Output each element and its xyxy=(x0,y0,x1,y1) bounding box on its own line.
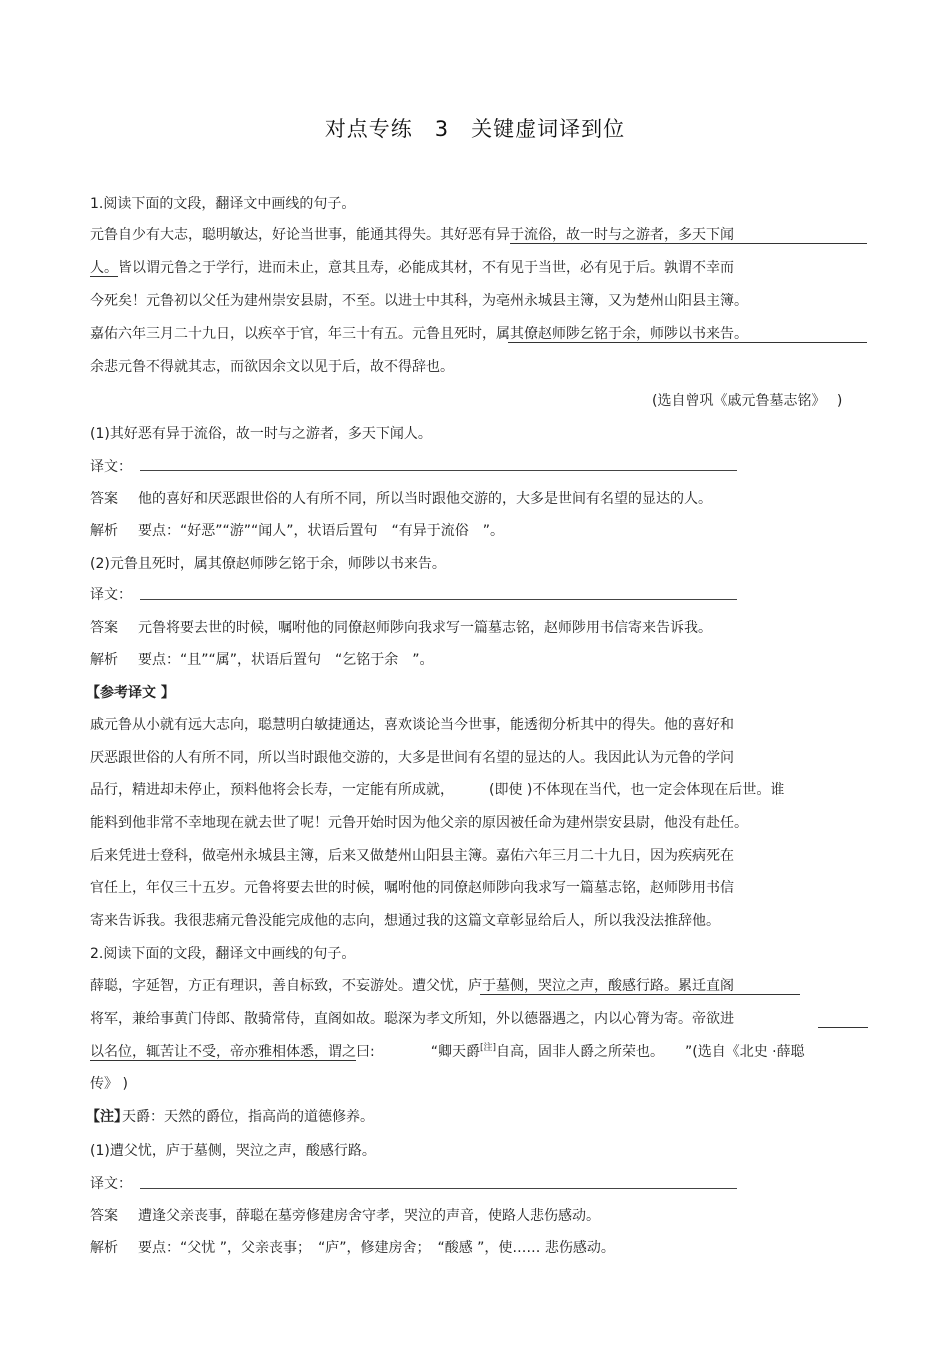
passage-1-line-5: 余悲元鲁不得就其志，而欲因余文以见于后，故不得辞也。 xyxy=(90,359,454,375)
q1-sub2-translation-blank[interactable] xyxy=(140,599,737,600)
answer-text: 遭逢父亲丧事，薛聪在墓旁修建房舍守孝，哭泣的声音，使路人悲伤感动。 xyxy=(138,1208,600,1224)
q1-sub1-question: (1)其好恶有异于流俗，故一时与之游者，多天下闻人。 xyxy=(90,426,432,442)
passage-2-line-3-tail: 自高，固非人爵之所荣也。 ”(选自《北史 ·薛聪 xyxy=(496,1044,805,1060)
passage-2-line-4: 传》 ) xyxy=(90,1076,128,1092)
q1-sub1-translation-label: 译文： xyxy=(90,459,132,475)
source-citation: (选自曾巩《戚元鲁墓志铭》 ) xyxy=(652,393,843,409)
reference-translation-label: 【参考译文 】 xyxy=(86,685,175,701)
note-row xyxy=(86,1108,374,1126)
passage-2-line-2: 将军，兼给事黄门侍郎、散骑常侍，直阁如故。聪深为孝文所知，外以德器遇之，内以心膂为寄。帝欲进 xyxy=(90,1011,734,1027)
q2-sub1-answer-row xyxy=(90,1207,600,1225)
reference-line-4: 能料到他非常不幸地现在就去世了呢！元鲁开始时因为他父亲的原因被任命为建州崇安县尉，他没有赴任。 xyxy=(90,815,748,831)
analysis-text: 要点：“好恶”“游”“闻人”，状语后置句 “有异于流俗 ”。 xyxy=(138,523,505,539)
passage-1-line-3: 今死矣！元鲁初以父任为建州崇安县尉，不至。以进士中其科，为亳州永城县主簿，又为楚州山阳县主簿。 xyxy=(90,293,748,309)
analysis-label: 解析 xyxy=(90,652,118,668)
footnote-marker: [注] xyxy=(479,1043,496,1053)
q2-sub1-translation-label: 译文： xyxy=(90,1176,132,1192)
passage-2-line-1: 薛聪，字延智，方正有理识，善自标致，不妄游处。遭父忧，庐于墓侧，哭泣之声，酸感行路。累迁直阁 xyxy=(90,978,734,994)
q1-sub2-answer-row xyxy=(90,619,712,637)
analysis-text: 要点：“且”“属”，状语后置句 “乞铭于余 ”。 xyxy=(138,652,434,668)
reference-line-1: 戚元鲁从小就有远大志向，聪慧明白敏捷通达，喜欢谈论当今世事，能透彻分析其中的得失。他的喜好和 xyxy=(90,717,734,733)
q1-sub2-translation-label: 译文： xyxy=(90,587,132,603)
underline-mark xyxy=(90,276,118,277)
q2-sub1-question: (1)遭父忧，庐于墓侧，哭泣之声，酸感行路。 xyxy=(90,1143,376,1159)
q1-sub1-analysis-row xyxy=(90,522,504,540)
analysis-label: 解析 xyxy=(90,1240,118,1256)
analysis-text: 要点：“父忧 ”，父亲丧事； “庐”，修建房舍； “酸感 ”，使…… 悲伤感动。 xyxy=(138,1240,615,1256)
q1-sub1-translation-blank[interactable] xyxy=(140,470,737,471)
q1-sub2-analysis-row xyxy=(90,651,434,669)
q1-sub2-question: (2)元鲁且死时，属其僚赵师陟乞铭于余，师陟以书来告。 xyxy=(90,556,446,572)
reference-line-5: 后来凭进士登科，做亳州永城县主簿，后来又做楚州山阳县主簿。嘉佑六年三月二十九日，因为疾病死在 xyxy=(90,848,734,864)
note-label: 【注】 xyxy=(86,1109,128,1125)
underline-mark xyxy=(508,342,867,343)
answer-label: 答案 xyxy=(90,620,118,636)
underline-mark xyxy=(818,1027,868,1028)
underline-mark xyxy=(90,1060,356,1061)
passage-1-line-2: 人。皆以谓元鲁之于学行，进而未止，意其且寿，必能成其材，不有见于当世，必有见于后。孰谓不幸而 xyxy=(90,260,734,276)
question-1-prompt: 1.阅读下面的文段，翻译文中画线的句子。 xyxy=(90,196,356,212)
passage-2-line-3-text: 以名位，辄苦让不受，帝亦雅相体悉，谓之曰: “卿天爵 xyxy=(90,1044,480,1060)
q2-sub1-analysis-row xyxy=(90,1239,615,1257)
passage-1-line-4: 嘉佑六年三月二十九日，以疾卒于官，年三十有五。元鲁且死时，属其僚赵师陟乞铭于余，师陟以书来告。 xyxy=(90,326,748,342)
reference-line-2: 厌恶跟世俗的人有所不同，所以当时跟他交游的，大多是世间有名望的显达的人。我因此认为元鲁的学问 xyxy=(90,750,734,766)
answer-text: 元鲁将要去世的时候，嘱咐他的同僚赵师陟向我求写一篇墓志铭，赵师陟用书信寄来告诉我。 xyxy=(138,620,712,636)
underline-mark xyxy=(480,994,800,995)
q1-sub1-answer-row xyxy=(90,490,712,508)
answer-text: 他的喜好和厌恶跟世俗的人有所不同，所以当时跟他交游的，大多是世间有名望的显达的人。 xyxy=(138,491,712,507)
passage-1-line-1: 元鲁自少有大志，聪明敏达，好论当世事，能通其得失。其好恶有异于流俗，故一时与之游者，多天下闻 xyxy=(90,227,734,243)
answer-label: 答案 xyxy=(90,1208,118,1224)
reference-line-3: 品行，精进却未停止，预料他将会长寿，一定能有所成就， (即使 )不体现在当代，也一定会体现在后世。谁 xyxy=(90,782,785,798)
reference-line-7: 寄来告诉我。我很悲痛元鲁没能完成他的志向，想通过我的这篇文章彰显给后人，所以我没法推辞他。 xyxy=(90,913,720,929)
analysis-label: 解析 xyxy=(90,523,118,539)
q2-sub1-translation-blank[interactable] xyxy=(140,1188,737,1189)
page-title: 对点专练 3 关键虚词译到位 xyxy=(324,117,626,141)
question-2-prompt: 2.阅读下面的文段，翻译文中画线的句子。 xyxy=(90,946,356,962)
answer-label: 答案 xyxy=(90,491,118,507)
note-text: 天爵：天然的爵位，指高尚的道德修养。 xyxy=(122,1109,374,1125)
reference-line-6: 官任上，年仅三十五岁。元鲁将要去世的时候，嘱咐他的同僚赵师陟向我求写一篇墓志铭，赵师陟用书信 xyxy=(90,880,734,896)
underline-mark xyxy=(510,243,867,244)
